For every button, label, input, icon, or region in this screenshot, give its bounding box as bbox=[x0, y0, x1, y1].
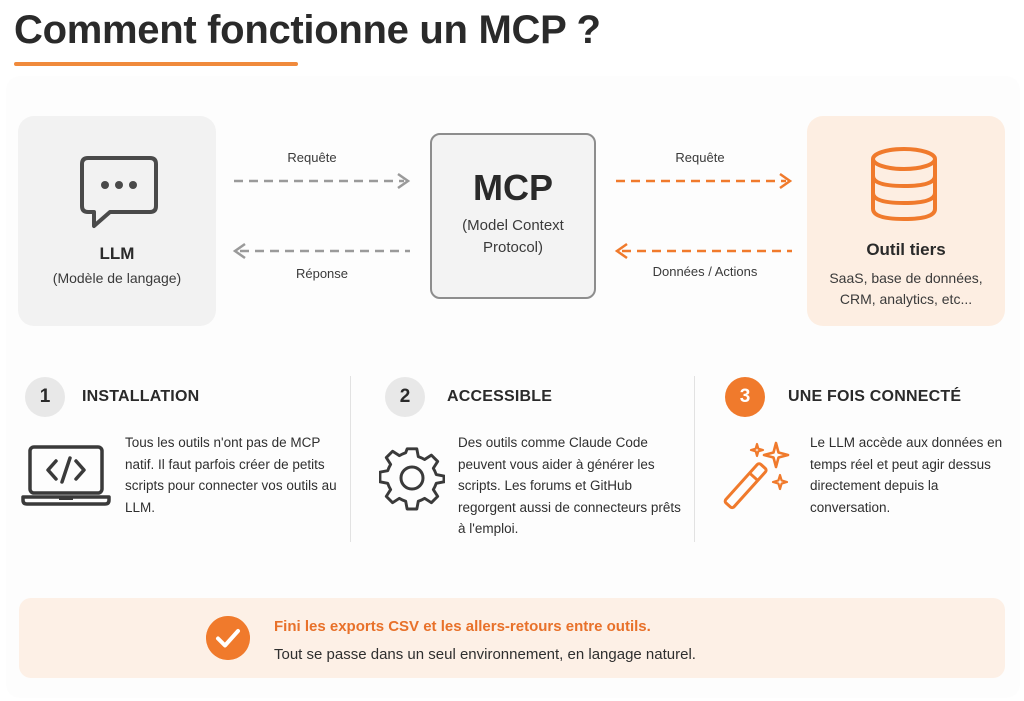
step-2-text: Des outils comme Claude Code peuvent vous aider à générer les scripts. Les forums et GitHub regorgent aussi de connecteurs prêts à l'emploi. bbox=[458, 435, 681, 536]
step-3-number: 3 bbox=[725, 377, 765, 417]
step-1-text: Tous les outils n'ont pas de MCP natif. Il faut parfois créer de petits scripts pour connecter vos outils au LLM. bbox=[125, 435, 337, 515]
tool-title: Outil tiers bbox=[866, 240, 946, 259]
laptop-code-icon bbox=[21, 444, 111, 508]
step-3-title: UNE FOIS CONNECTÉ bbox=[788, 388, 962, 405]
step-divider bbox=[694, 376, 695, 542]
step-3-text: Le LLM accède aux données en temps réel et peut agir dessus directement depuis la conversation. bbox=[810, 435, 1003, 515]
step-1-number: 1 bbox=[25, 377, 65, 417]
left-response-label: Réponse bbox=[295, 266, 349, 281]
left-request-label: Requête bbox=[287, 150, 337, 165]
llm-title: LLM bbox=[99, 244, 135, 263]
mcp-title: MCP bbox=[473, 167, 553, 208]
right-request-label: Requête bbox=[675, 150, 725, 165]
step-2-number: 2 bbox=[385, 377, 425, 417]
step-divider bbox=[350, 376, 351, 542]
banner-subtitle: Tout se passe dans un seul environnement, en langage naturel. bbox=[274, 646, 696, 663]
conclusion-banner bbox=[19, 598, 1005, 678]
left-response-arrow bbox=[235, 244, 410, 258]
right-data-arrow bbox=[617, 244, 792, 258]
banner-title: Fini les exports CSV et les allers-retours entre outils. bbox=[274, 618, 651, 635]
gear-icon bbox=[379, 445, 445, 511]
mcp-subtitle: (Model Context Protocol) bbox=[462, 217, 564, 256]
llm-subtitle: (Modèle de langage) bbox=[52, 270, 182, 286]
page-title: Comment fonctionne un MCP ? bbox=[14, 8, 601, 52]
left-request-arrow bbox=[234, 174, 408, 188]
magic-wand-icon bbox=[722, 440, 794, 510]
step-2-title: ACCESSIBLE bbox=[447, 388, 553, 405]
right-data-label: Données / Actions bbox=[652, 264, 758, 279]
check-circle-icon bbox=[206, 616, 250, 660]
step-1-title: INSTALLATION bbox=[82, 388, 200, 405]
tool-subtitle: SaaS, base de données, CRM, analytics, etc... bbox=[829, 270, 983, 307]
right-request-arrow bbox=[616, 174, 790, 188]
